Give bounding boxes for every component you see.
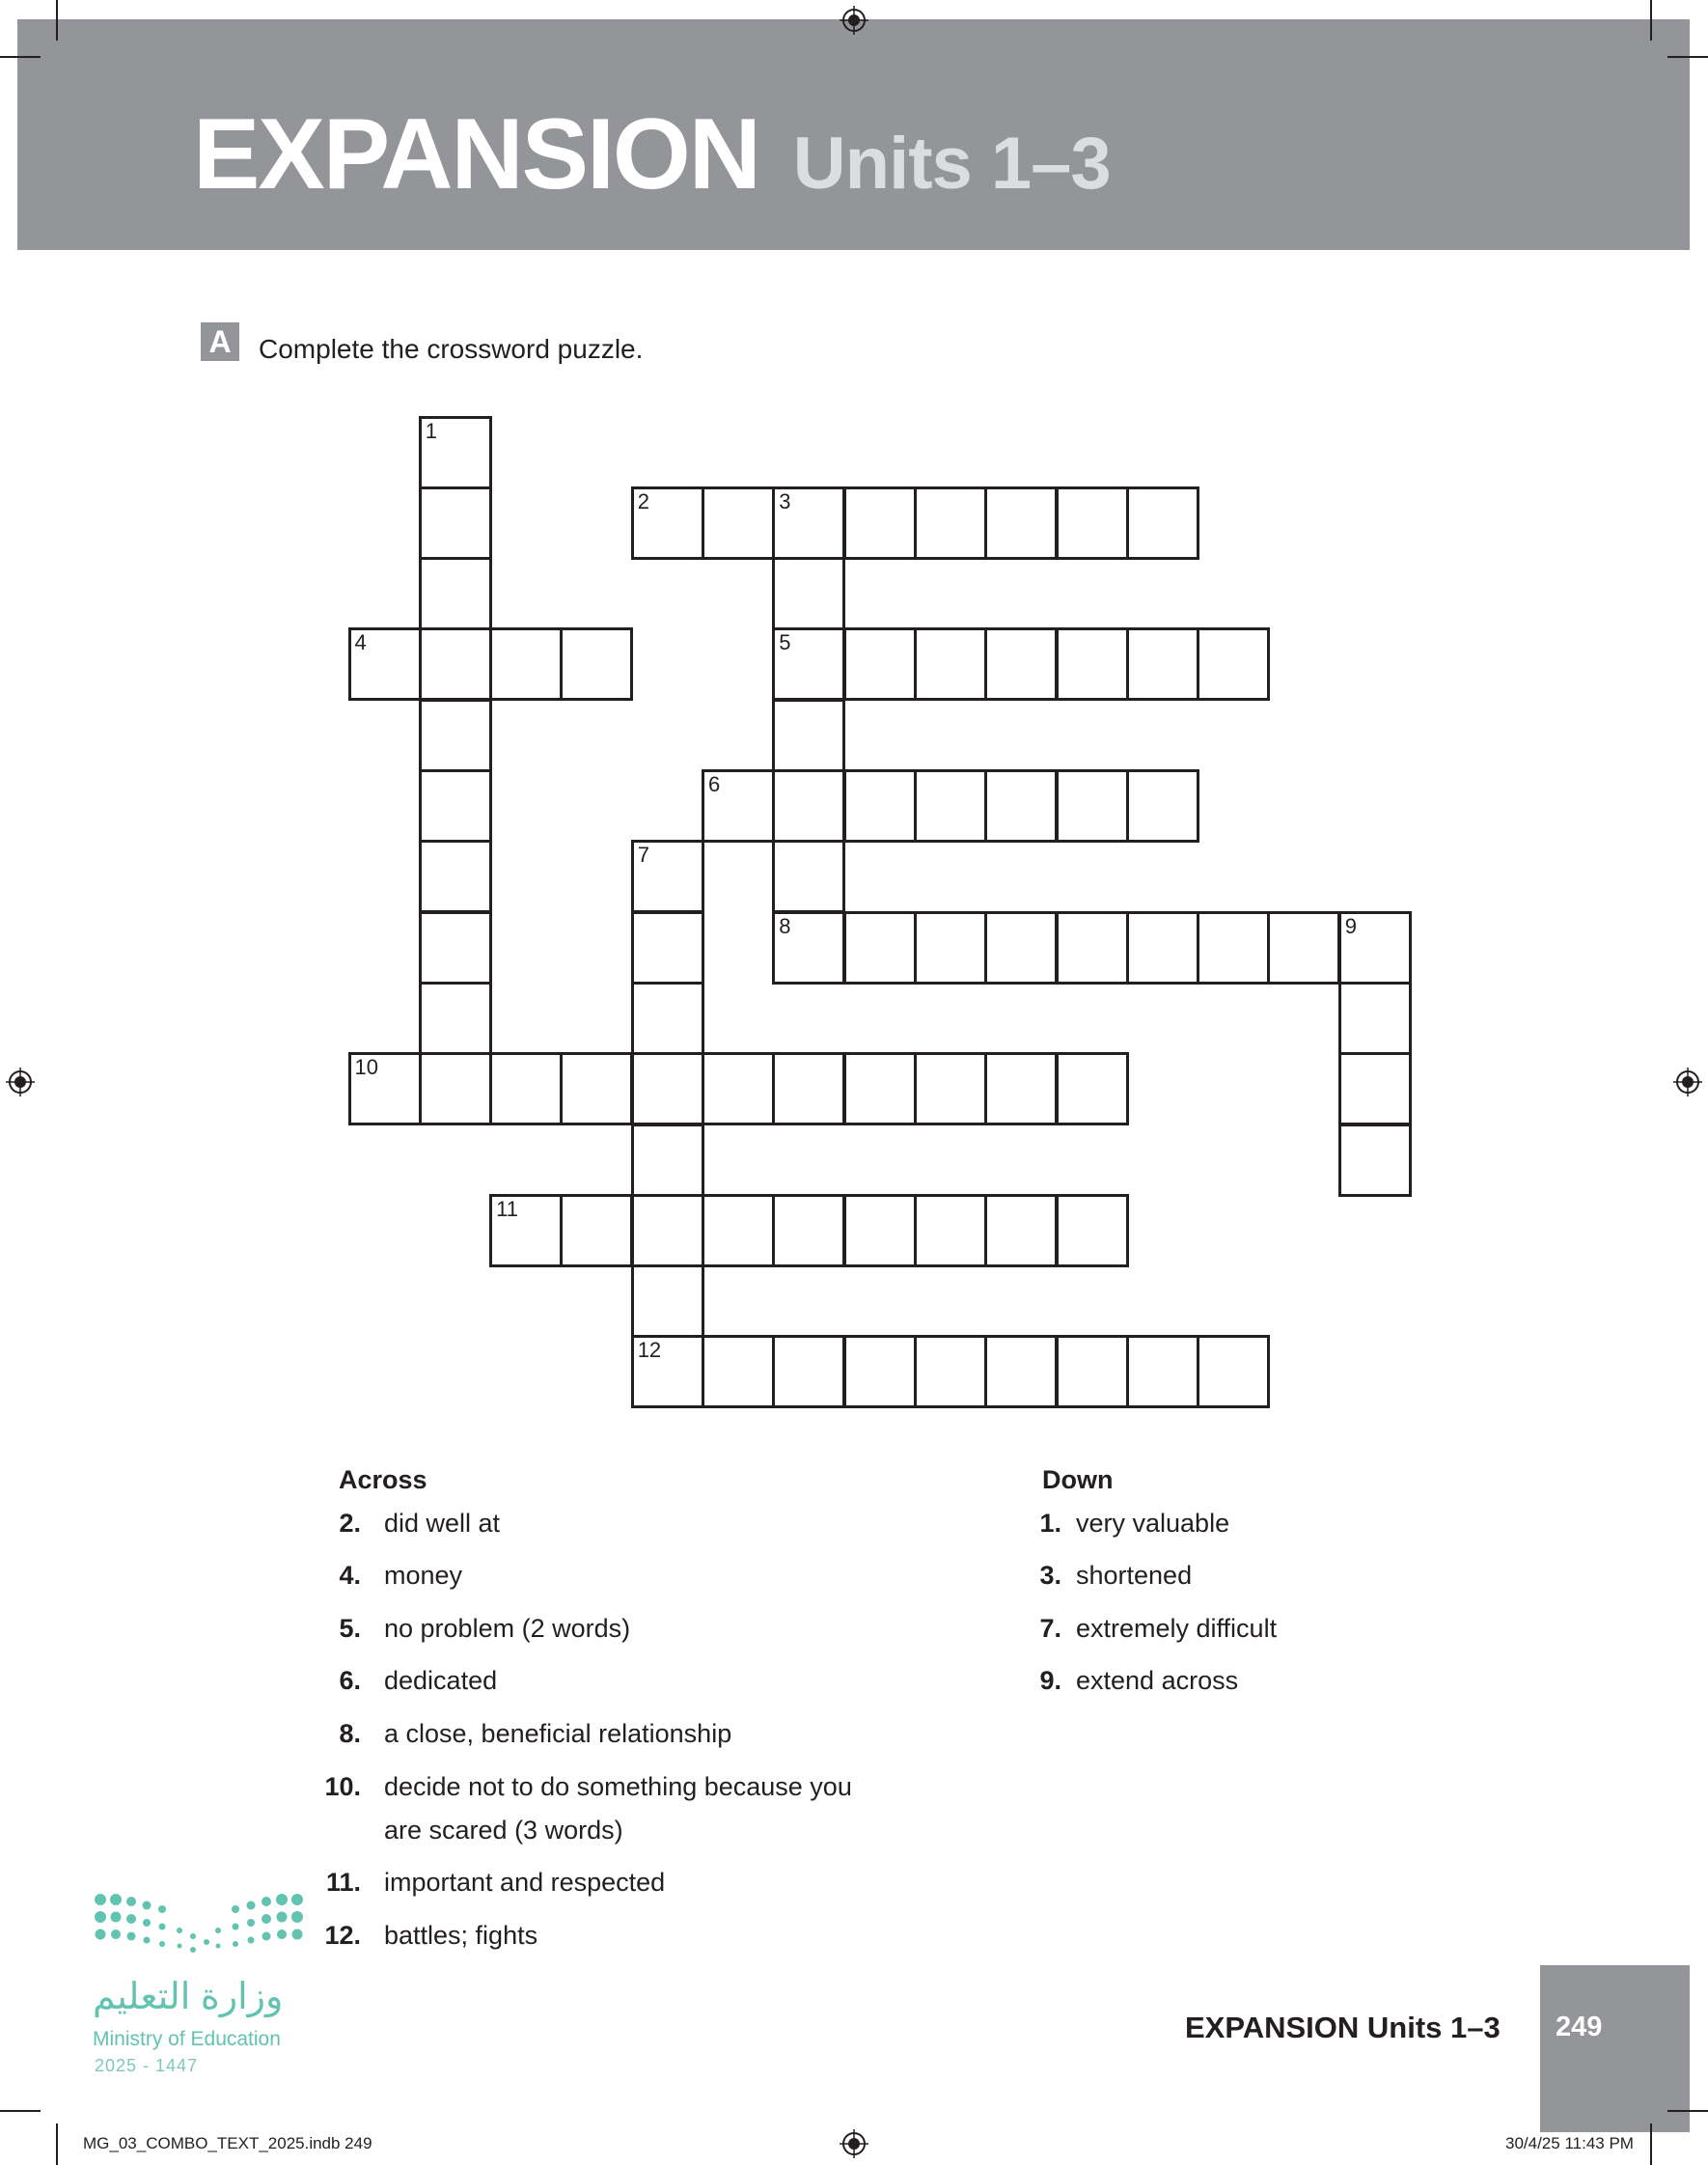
crossword-cell[interactable] <box>1056 769 1129 843</box>
crossword-cell[interactable] <box>631 1052 704 1125</box>
crossword-cell[interactable] <box>984 911 1058 985</box>
across-clue-text: dedicated <box>384 1666 498 1695</box>
crossword-cell[interactable] <box>1197 1335 1270 1408</box>
crossword-cell[interactable] <box>843 486 917 560</box>
crossword-cell[interactable] <box>631 486 704 560</box>
crossword-cell[interactable] <box>348 1052 422 1125</box>
crossword-cell[interactable] <box>1267 911 1340 985</box>
down-clue-number: 1. <box>1039 1509 1061 1538</box>
crossword-cell[interactable] <box>1056 911 1129 985</box>
page-number-box <box>1540 1965 1690 2132</box>
registration-mark-icon <box>1673 1068 1702 1096</box>
crossword-cell[interactable] <box>1126 1335 1199 1408</box>
crossword-cell[interactable] <box>984 486 1058 560</box>
across-clue-text: no problem (2 words) <box>384 1614 631 1643</box>
crossword-cell[interactable] <box>1197 627 1270 701</box>
crop-mark <box>56 2123 58 2165</box>
crossword-cell[interactable] <box>984 1335 1058 1408</box>
crop-mark <box>0 2110 41 2112</box>
crossword-cell[interactable] <box>772 769 845 843</box>
crossword-cell[interactable] <box>914 1194 987 1267</box>
crossword-cell[interactable] <box>914 1335 987 1408</box>
crossword-cell[interactable] <box>843 627 917 701</box>
crossword-cell[interactable] <box>631 1335 704 1408</box>
crossword-cell[interactable] <box>419 627 492 701</box>
across-heading: Across <box>339 1465 427 1494</box>
crossword-cell[interactable] <box>1056 627 1129 701</box>
crossword-cell[interactable] <box>1126 769 1199 843</box>
crossword-cell[interactable] <box>702 769 775 843</box>
crossword-cell[interactable] <box>419 911 492 985</box>
crossword-clue-number: 10 <box>354 1055 378 1080</box>
crossword-clue-number: 3 <box>779 488 791 513</box>
crossword-clue-number: 6 <box>708 772 721 796</box>
crop-mark <box>1650 0 1652 41</box>
crossword-cell[interactable] <box>631 1194 704 1267</box>
crossword-cell[interactable] <box>702 1335 775 1408</box>
crossword-cell[interactable] <box>489 627 563 701</box>
print-slug-right: 30/4/25 11:43 PM <box>1505 2134 1634 2152</box>
across-clue-text: money <box>384 1561 463 1590</box>
crossword-cell[interactable] <box>772 627 845 701</box>
across-clue-number: 2. <box>339 1509 361 1538</box>
crossword-cell[interactable] <box>772 1335 845 1408</box>
ministry-logo-year: 2025 - 1447 <box>95 2056 199 2075</box>
page-number: 249 <box>1556 2012 1603 2042</box>
crossword-cell[interactable] <box>772 557 845 630</box>
ministry-logo-dots-icon <box>93 1892 305 1969</box>
crossword-cell[interactable] <box>984 1052 1058 1125</box>
crossword-cell[interactable] <box>631 982 704 1055</box>
down-clue-text: very valuable <box>1076 1509 1230 1538</box>
crossword-cell[interactable] <box>702 486 775 560</box>
crop-mark <box>56 0 58 41</box>
page-subtitle: Units 1–3 <box>792 123 1111 205</box>
crossword-cell[interactable] <box>419 982 492 1055</box>
crossword-cell[interactable] <box>914 486 987 560</box>
crossword-cell[interactable] <box>772 911 845 985</box>
crossword-cell[interactable] <box>419 416 492 489</box>
down-clue-text: shortened <box>1076 1561 1193 1590</box>
registration-mark-icon <box>840 6 868 35</box>
section-label: A <box>201 322 239 361</box>
across-clue-text: did well at <box>384 1509 501 1538</box>
crossword-cell[interactable] <box>984 769 1058 843</box>
crossword-cell[interactable] <box>702 1052 775 1125</box>
crossword-cell[interactable] <box>984 627 1058 701</box>
across-clue-text-continued: are scared (3 words) <box>384 1816 623 1845</box>
crossword-cell[interactable] <box>914 769 987 843</box>
crossword-cell[interactable] <box>1056 1335 1129 1408</box>
across-clue-number: 4. <box>339 1561 361 1590</box>
down-clue-text: extend across <box>1076 1666 1239 1695</box>
footer-title: EXPANSION Units 1–3 <box>1185 2011 1501 2044</box>
crossword-cell[interactable] <box>772 1194 845 1267</box>
crossword-cell[interactable] <box>419 1052 492 1125</box>
crossword-cell[interactable] <box>772 486 845 560</box>
crossword-cell[interactable] <box>1056 1052 1129 1125</box>
across-clue-number: 6. <box>339 1666 361 1695</box>
across-clue-text: a close, beneficial relationship <box>384 1719 732 1748</box>
crossword-cell[interactable] <box>914 911 987 985</box>
crossword-clue-number: 2 <box>637 488 649 513</box>
crossword-cell[interactable] <box>843 769 917 843</box>
crossword-cell[interactable] <box>419 840 492 913</box>
crossword-cell[interactable] <box>1056 486 1129 560</box>
crop-mark <box>1667 2110 1708 2112</box>
crossword-clue-number: 5 <box>779 630 791 655</box>
crossword-cell[interactable] <box>1338 1124 1412 1197</box>
crossword-cell[interactable] <box>631 911 704 985</box>
crossword-clue-number: 9 <box>1344 913 1357 938</box>
crossword-cell[interactable] <box>419 699 492 772</box>
crossword-cell[interactable] <box>560 1052 633 1125</box>
crop-mark <box>0 56 41 58</box>
down-clue-text: extremely difficult <box>1076 1614 1278 1643</box>
crossword-cell[interactable] <box>1126 911 1199 985</box>
crossword-clue-number: 12 <box>637 1338 662 1363</box>
crossword-cell[interactable] <box>560 1194 633 1267</box>
across-clue-text: battles; fights <box>384 1921 538 1950</box>
crossword-cell[interactable] <box>772 699 845 772</box>
ministry-logo-english: Ministry of Education <box>93 2028 281 2050</box>
crossword-cell[interactable] <box>843 1194 917 1267</box>
crossword-cell[interactable] <box>772 840 845 913</box>
crossword-cell[interactable] <box>1126 486 1199 560</box>
print-slug-left: MG_03_COMBO_TEXT_2025.indb 249 <box>83 2134 372 2152</box>
crossword-cell[interactable] <box>1338 911 1412 985</box>
ministry-logo-arabic: وزارة التعليم <box>93 1977 284 2017</box>
crossword-cell[interactable] <box>984 1194 1058 1267</box>
down-clue-number: 7. <box>1039 1614 1061 1643</box>
down-heading: Down <box>1042 1465 1114 1494</box>
crossword-cell[interactable] <box>419 769 492 843</box>
across-clue-number: 5. <box>339 1614 361 1643</box>
crossword-cell[interactable] <box>419 557 492 630</box>
crossword-cell[interactable] <box>489 1052 563 1125</box>
crossword-cell[interactable] <box>631 1124 704 1197</box>
section-instruction: Complete the crossword puzzle. <box>259 334 644 364</box>
crossword-cell[interactable] <box>631 840 704 913</box>
crossword-cell[interactable] <box>772 1052 845 1125</box>
crossword-cell[interactable] <box>631 1264 704 1338</box>
across-clue-text: important and respected <box>384 1868 666 1897</box>
crossword-cell[interactable] <box>702 1194 775 1267</box>
crossword-clue-number: 7 <box>637 843 649 868</box>
crossword-cell[interactable] <box>489 1194 563 1267</box>
crossword-cell[interactable] <box>1338 1052 1412 1125</box>
crossword-cell[interactable] <box>914 1052 987 1125</box>
crossword-cell[interactable] <box>419 486 492 560</box>
crossword-clue-number: 8 <box>779 913 791 938</box>
crossword-cell[interactable] <box>843 1052 917 1125</box>
crossword-cell[interactable] <box>1126 627 1199 701</box>
across-clue-text: decide not to do something because you <box>384 1772 852 1801</box>
across-clue-number: 8. <box>339 1719 361 1748</box>
crossword-clue-number: 11 <box>496 1196 518 1221</box>
crossword-cell[interactable] <box>1197 911 1270 985</box>
crossword-cell[interactable] <box>560 627 633 701</box>
crossword-clue-number: 1 <box>425 418 438 443</box>
crossword-cell[interactable] <box>348 627 422 701</box>
crop-mark <box>1667 56 1708 58</box>
across-clue-number: 11. <box>325 1868 361 1897</box>
down-clue-number: 3. <box>1039 1561 1061 1590</box>
crossword-cell[interactable] <box>914 627 987 701</box>
crossword-cell[interactable] <box>843 911 917 985</box>
crop-mark <box>1650 2123 1652 2165</box>
across-clue-number: 10. <box>324 1772 361 1801</box>
registration-mark-icon <box>6 1068 35 1096</box>
page-title: EXPANSION Units 1–3 <box>193 98 1111 210</box>
registration-mark-icon <box>840 2129 868 2158</box>
crossword-clue-number: 4 <box>354 630 367 655</box>
down-clue-number: 9. <box>1039 1666 1061 1695</box>
crossword-cell[interactable] <box>1338 982 1412 1055</box>
crossword-cell[interactable] <box>1056 1194 1129 1267</box>
across-clue-number: 12. <box>324 1921 361 1950</box>
crossword-cell[interactable] <box>843 1335 917 1408</box>
